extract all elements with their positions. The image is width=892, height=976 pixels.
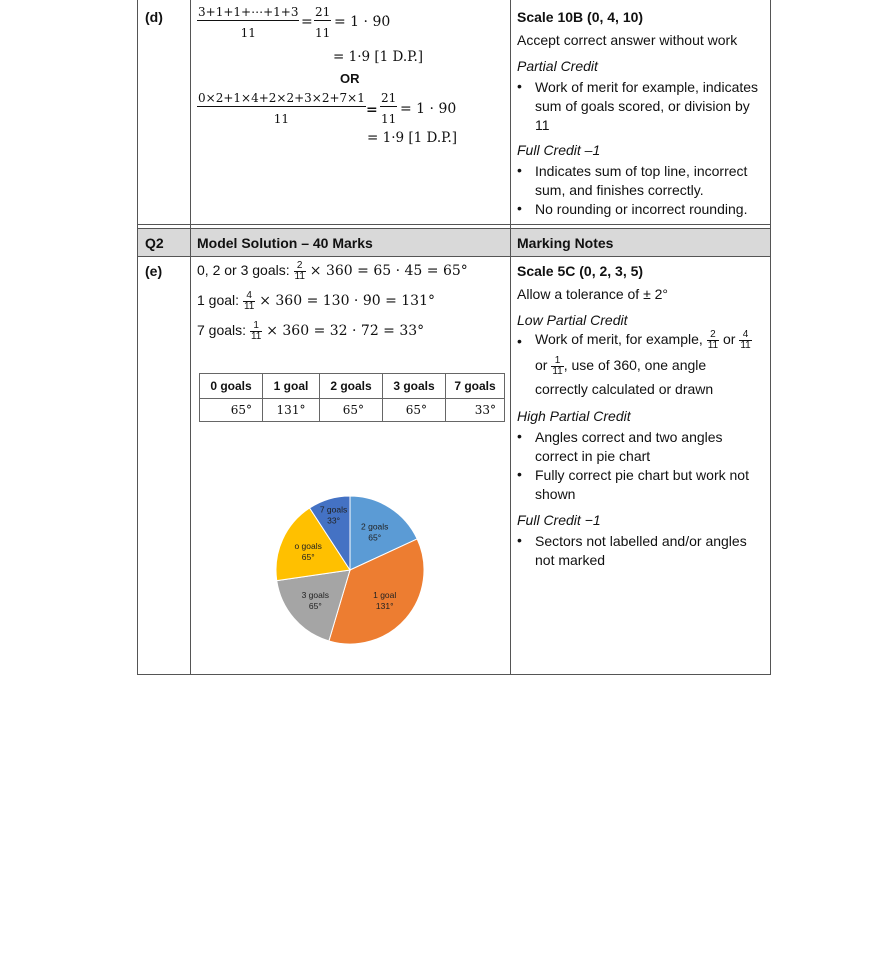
table-left-border bbox=[137, 0, 138, 674]
part-d-line3-eq: = bbox=[366, 102, 378, 118]
part-e-scale: Scale 5C (0, 2, 3, 5) bbox=[517, 263, 644, 279]
part-d-fraction-2: $\frac{21}{11}$ bbox=[315, 5, 331, 40]
part-d-line1 bbox=[197, 6, 299, 39]
pie-slice-value-label: 65° bbox=[368, 532, 382, 543]
header-col-divider-2 bbox=[510, 228, 511, 257]
goals-table-value-row bbox=[200, 399, 505, 422]
part-e-line-3: 7 goals: $\frac{1}{11}$ × 360 = 32 · 7̇2̇ = 33° bbox=[197, 320, 425, 342]
goals-table-cell: 33° bbox=[446, 399, 505, 422]
part-d-fraction-4: $\frac{21}{11}$ bbox=[381, 91, 397, 126]
goals-table-cell: 65° bbox=[200, 399, 263, 422]
part-e-line-1: 0, 2 or 3 goals: $\frac{2}{11}$ × 360 = 65 · 4̇5̇ = 65° bbox=[197, 260, 468, 282]
pie-slice-label: 3 goals bbox=[301, 590, 330, 601]
goals-table-cell: 131° bbox=[263, 399, 320, 422]
table-col-divider-2 bbox=[510, 0, 511, 674]
part-d-line1-eq: = bbox=[301, 14, 313, 30]
goals-table-header: 7 goals bbox=[446, 374, 505, 399]
part-d-line1-result: = 1 · 9̇0̇ bbox=[334, 14, 391, 30]
goals-table-header: 1 goal bbox=[263, 374, 320, 399]
header-model-solution: Model Solution – 40 Marks bbox=[197, 235, 373, 251]
table-bottom-border bbox=[137, 674, 771, 675]
part-e-tolerance: Allow a tolerance of ± 2° bbox=[517, 286, 669, 302]
goals-table-cell: 65° bbox=[383, 399, 446, 422]
pie-slice-label: 7 goals bbox=[319, 504, 348, 515]
part-d-line3-result: = 1 · 9̇0̇ bbox=[400, 101, 457, 117]
goals-pie-chart bbox=[270, 490, 430, 650]
goals-table-header-row bbox=[200, 374, 505, 399]
header-marking-notes: Marking Notes bbox=[517, 235, 614, 251]
header-row-top bbox=[137, 228, 771, 229]
pie-slice-label: 2 goals bbox=[361, 521, 389, 532]
row-divider-top bbox=[137, 224, 771, 225]
goals-table-header: 3 goals bbox=[383, 374, 446, 399]
part-e-line-2: 1 goal: $\frac{4}{11}$ × 360 = 130 · 9̇0̇ = 131° bbox=[197, 290, 435, 312]
part-e-label: (e) bbox=[145, 263, 163, 279]
part-d-fraction-1: $\frac{3+1+1+\cdots+1+3}{11}$ bbox=[198, 5, 299, 40]
header-col-divider-1 bbox=[190, 228, 191, 257]
part-d-accept: Accept correct answer without work bbox=[517, 32, 738, 48]
part-d-or: OR bbox=[340, 71, 360, 86]
part-e-high-heading: High Partial Credit bbox=[517, 408, 631, 424]
pie-slice-label: o goals bbox=[294, 541, 322, 552]
part-d-partial-heading: Partial Credit bbox=[517, 58, 598, 74]
pie-slice-label: 1 goal bbox=[373, 590, 397, 601]
part-d-line2: = 1·9 [1 D.P.] bbox=[333, 49, 424, 65]
part-d-full-heading: Full Credit –1 bbox=[517, 142, 601, 158]
table-right-border bbox=[770, 0, 771, 674]
part-d-label: (d) bbox=[145, 9, 163, 25]
pie-slice-value-label: 65° bbox=[301, 552, 315, 563]
goals-table-header: 0 goals bbox=[200, 374, 263, 399]
goals-table-header: 2 goals bbox=[320, 374, 383, 399]
part-d-line4: = 1·9 [1 D.P.] bbox=[367, 130, 458, 146]
part-d-scale: Scale 10B (0, 4, 10) bbox=[517, 9, 644, 25]
part-e-low-heading: Low Partial Credit bbox=[517, 312, 628, 328]
table-col-divider-1 bbox=[190, 0, 191, 674]
pie-slice-value-label: 33° bbox=[327, 515, 340, 526]
pie-slice-value-label: 65° bbox=[308, 601, 322, 612]
part-d-fraction-3: $\frac{0\times 2+1\times 4+2\times 2+3\times 2+7\times 1}{11}$ bbox=[198, 91, 365, 126]
header-row-bottom bbox=[137, 256, 771, 257]
goals-table-cell: 65° bbox=[320, 399, 383, 422]
goals-angle-table bbox=[199, 373, 505, 422]
header-question-number: Q2 bbox=[145, 235, 164, 251]
pie-slice-value-label: 131° bbox=[375, 601, 394, 612]
part-e-full-heading: Full Credit −1 bbox=[517, 512, 601, 528]
